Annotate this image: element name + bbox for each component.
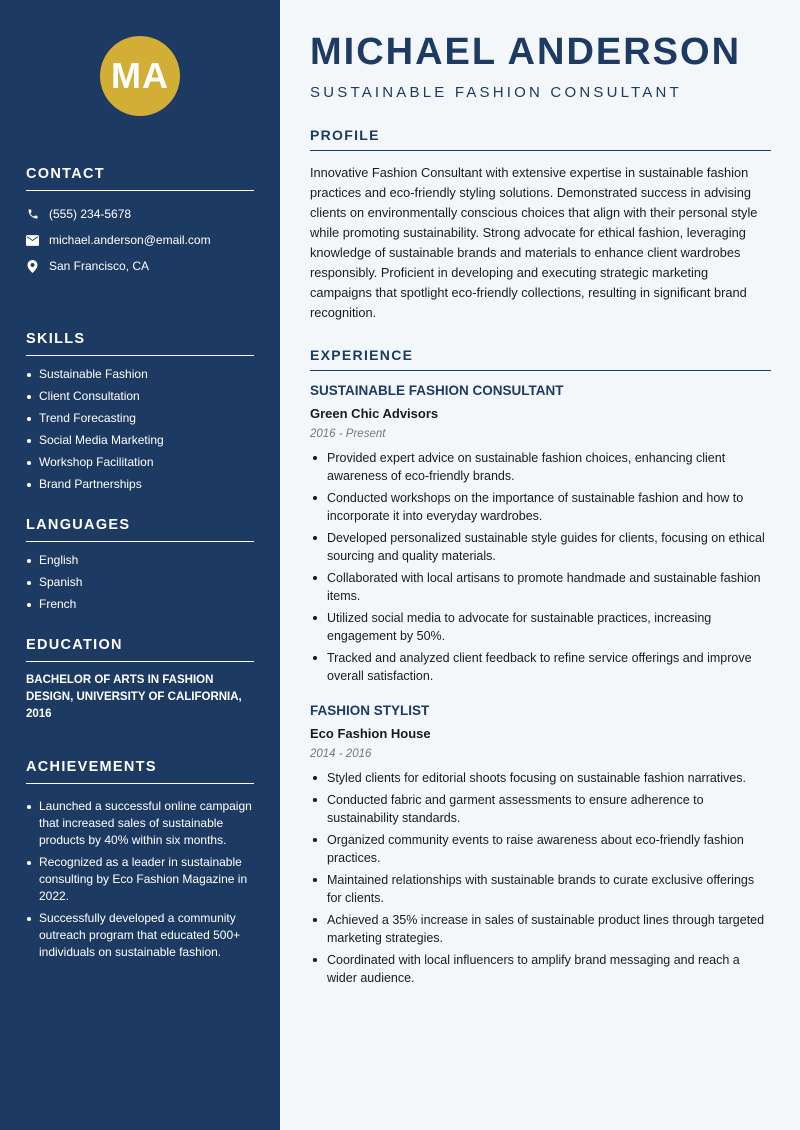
skill-item: Social Media Marketing bbox=[26, 432, 254, 449]
job-duty: Conducted workshops on the importance of sustainable fashion and how to incorporate it into everyday wardrobes. bbox=[310, 489, 771, 525]
job-duty: Styled clients for editorial shoots focusing on sustainable fashion narratives. bbox=[310, 769, 771, 787]
languages-list bbox=[26, 552, 254, 613]
job-duties bbox=[310, 449, 771, 685]
job-duty: Developed personalized sustainable style guides for clients, focusing on ethical sourcing and quality materials. bbox=[310, 529, 771, 565]
skill-item: Workshop Facilitation bbox=[26, 454, 254, 471]
job-duty: Utilized social media to advocate for sustainable practices, increasing engagement by 50%. bbox=[310, 609, 771, 645]
skill-item: Sustainable Fashion bbox=[26, 366, 254, 383]
job-dates: 2016 - Present bbox=[310, 428, 386, 440]
phone-icon bbox=[26, 208, 39, 221]
contact-section bbox=[26, 166, 254, 279]
language-item: Spanish bbox=[26, 574, 254, 591]
experience-section bbox=[310, 347, 771, 987]
language-item: English bbox=[26, 552, 254, 569]
job-company: Eco Fashion House bbox=[310, 726, 431, 741]
language-item: French bbox=[26, 596, 254, 613]
job-duty: Achieved a 35% increase in sales of sustainable product lines through targeted marketing strategies. bbox=[310, 911, 771, 947]
achievements-section bbox=[26, 759, 254, 961]
skill-item: Client Consultation bbox=[26, 388, 254, 405]
location-pin-icon bbox=[26, 260, 39, 273]
experience-heading: EXPERIENCE bbox=[310, 347, 771, 371]
contact-location-text: San Francisco, CA bbox=[49, 259, 150, 273]
job-duty: Coordinated with local influencers to amplify brand messaging and reach a wider audience. bbox=[310, 951, 771, 987]
achievements-list bbox=[26, 798, 254, 961]
main-content bbox=[280, 0, 800, 1130]
achievement-item: Recognized as a leader in sustainable consulting by Eco Fashion Magazine in 2022. bbox=[26, 854, 254, 905]
contact-phone[interactable] bbox=[26, 201, 254, 227]
job-entry bbox=[310, 703, 771, 987]
education-heading: EDUCATION bbox=[26, 637, 254, 662]
profile-heading: PROFILE bbox=[310, 127, 771, 151]
skill-item: Brand Partnerships bbox=[26, 476, 254, 493]
profile-text: Innovative Fashion Consultant with extensive expertise in sustainable fashion practices and eco-friendly styling solutions. Demonstrated success in advising clients on environmentally conscious choices that align with their personal style while promoting sustainability. Strong advocate for ethical fashion, leveraging knowledge of sustainable brands and materials to enhance client wardrobes responsibly. Proficient in developing and executing strategic marketing campaigns that spotlight eco-friendly collections, resulting in significant brand recognition. bbox=[310, 165, 758, 320]
job-duties bbox=[310, 769, 771, 987]
profile-section bbox=[310, 127, 771, 323]
email-icon bbox=[26, 234, 39, 247]
job-entry bbox=[310, 383, 771, 685]
contact-email-text: michael.anderson@email.com bbox=[49, 233, 211, 247]
job-duty: Tracked and analyzed client feedback to refine service offerings and improve overall satisfaction. bbox=[310, 649, 771, 685]
languages-heading: LANGUAGES bbox=[26, 517, 254, 542]
job-duty: Organized community events to raise awareness about eco-friendly fashion practices. bbox=[310, 831, 771, 867]
job-duty: Collaborated with local artisans to promote handmade and sustainable fashion items. bbox=[310, 569, 771, 605]
sidebar bbox=[0, 0, 280, 1130]
contact-email[interactable] bbox=[26, 227, 254, 253]
contact-location bbox=[26, 253, 254, 279]
skills-heading: SKILLS bbox=[26, 331, 254, 356]
job-duty: Provided expert advice on sustainable fashion choices, enhancing client awareness of eco-friendly brands. bbox=[310, 449, 771, 485]
skill-item: Trend Forecasting bbox=[26, 410, 254, 427]
job-company: Green Chic Advisors bbox=[310, 406, 439, 421]
contact-phone-text: (555) 234-5678 bbox=[49, 207, 132, 221]
job-dates: 2014 - 2016 bbox=[310, 748, 372, 760]
job-duty: Maintained relationships with sustainable brands to curate exclusive offerings for clients. bbox=[310, 871, 771, 907]
education-entry: BACHELOR OF ARTS IN FASHION DESIGN, UNIVERSITY OF CALIFORNIA, 2016 bbox=[26, 674, 242, 720]
achievements-heading: ACHIEVEMENTS bbox=[26, 759, 254, 784]
contact-list bbox=[26, 201, 254, 279]
candidate-title: SUSTAINABLE FASHION CONSULTANT bbox=[310, 84, 682, 101]
contact-heading: CONTACT bbox=[26, 166, 254, 191]
languages-section bbox=[26, 517, 254, 613]
skills-list bbox=[26, 366, 254, 493]
job-title: SUSTAINABLE FASHION CONSULTANT bbox=[310, 383, 564, 398]
achievement-item: Successfully developed a community outreach program that educated 500+ individuals on sustainable fashion. bbox=[26, 910, 254, 961]
job-title: FASHION STYLIST bbox=[310, 703, 430, 718]
job-duty: Conducted fabric and garment assessments to ensure adherence to sustainability standards. bbox=[310, 791, 771, 827]
education-section bbox=[26, 637, 254, 723]
avatar: MA bbox=[100, 36, 180, 116]
skills-section bbox=[26, 331, 254, 493]
achievement-item: Launched a successful online campaign that increased sales of sustainable products by 40% within six months. bbox=[26, 798, 254, 849]
candidate-name: MICHAEL ANDERSON bbox=[310, 31, 742, 73]
